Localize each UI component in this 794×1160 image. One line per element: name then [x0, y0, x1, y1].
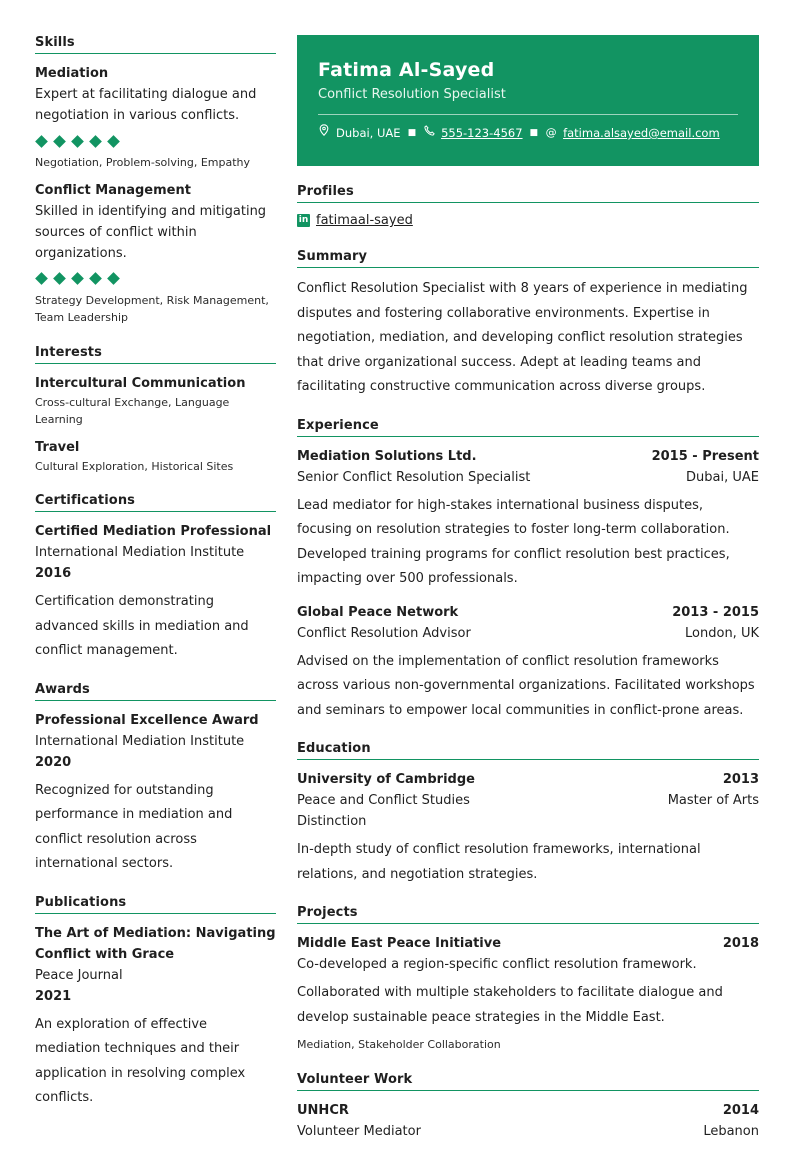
skill-name: Mediation [35, 66, 109, 81]
publication-year: 2021 [35, 988, 72, 1004]
volunteer-heading: Volunteer Work [297, 1072, 759, 1091]
job-title: Senior Conflict Resolution Specialist [297, 469, 531, 485]
certification-issuer: International Mediation Institute [35, 545, 245, 560]
job-description: Lead mediator for high-stakes international business disputes, focusing on resolution strategies to foster long-term collaboration. Developed training programs for conflict resolution best practices, impacting over 500 professionals. [297, 497, 730, 586]
experience-heading: Experience [297, 418, 759, 437]
volunteer-organization: UNHCR [297, 1102, 349, 1118]
skills-section [35, 35, 276, 327]
graduation-year: 2013 [722, 772, 759, 787]
employment-dates: 2015 - Present [651, 448, 759, 464]
rating-diamond-icon [107, 272, 120, 285]
publication-title: The Art of Mediation: Navigating Conflict with Grace [35, 925, 276, 962]
email-link[interactable]: fatima.alsayed@email.com [563, 126, 720, 140]
resume-header [297, 35, 759, 166]
skills-heading: Skills [35, 35, 276, 54]
project-description: Collaborated with multiple stakeholders to facilitate dialogue and develop sustainable peace strategies in the Middle East. [297, 985, 723, 1025]
publication-publisher: Peace Journal [35, 967, 123, 983]
skill-keywords: Negotiation, Problem-solving, Empathy [35, 156, 251, 169]
rating-diamond-icon [71, 135, 84, 148]
certifications-heading: Certifications [35, 493, 276, 512]
awards-heading: Awards [35, 682, 276, 701]
skill-item [35, 63, 276, 172]
project-name: Middle East Peace Initiative [297, 936, 502, 951]
at-sign-icon: @ [545, 126, 557, 139]
skill-description: Expert at facilitating dialogue and negotiation in various conflicts. [35, 87, 257, 123]
experience-section [297, 418, 759, 724]
project-year: 2018 [722, 936, 759, 951]
interest-name: Travel [35, 439, 80, 455]
certification-description: Certification demonstrating advanced skills in mediation and conflict management. [35, 594, 249, 658]
sidebar-column [35, 35, 276, 1129]
rating-diamond-icon [53, 272, 66, 285]
interest-keywords: Cross-cultural Exchange, Language Learning [35, 395, 230, 426]
summary-heading: Summary [297, 249, 759, 268]
interest-item [35, 437, 276, 476]
publications-section [35, 895, 276, 1111]
linkedin-icon: in [298, 215, 309, 225]
skill-level-rating [35, 134, 276, 148]
publication-description: An exploration of effective mediation techniques and their application in resolving complex conflicts. [35, 1016, 246, 1105]
skill-keywords: Strategy Development, Risk Management, Team Leadership [35, 293, 269, 324]
volunteer-role: Volunteer Mediator [297, 1123, 421, 1139]
project-keywords: Mediation, Stakeholder Collaboration [297, 1038, 501, 1051]
award-year: 2020 [35, 754, 72, 770]
education-grade: Distinction [297, 814, 367, 829]
education-section [297, 741, 759, 887]
separator-dot: ■ [407, 128, 417, 138]
projects-section [297, 905, 759, 1054]
volunteer-location: Lebanon [703, 1123, 759, 1139]
candidate-name: Fatima Al-Sayed [318, 59, 495, 81]
job-title: Conflict Resolution Advisor [297, 625, 471, 641]
job-description: Advised on the implementation of conflict resolution frameworks across various non-governmental organizations. Facilitated workshops and seminars to empower local communities in conflict-prone areas. [297, 653, 755, 718]
profiles-heading: Profiles [297, 184, 759, 203]
award-description: Recognized for outstanding performance in mediation and conflict resolution across international sectors. [35, 782, 233, 871]
interests-heading: Interests [35, 345, 276, 364]
experience-item [297, 446, 759, 592]
degree-type: Master of Arts [667, 793, 759, 808]
separator-dot: ■ [529, 128, 539, 138]
certification-name: Certified Mediation Professional [35, 524, 272, 539]
employment-dates: 2013 - 2015 [672, 604, 759, 620]
institution-name: University of Cambridge [297, 772, 475, 787]
rating-diamond-icon [107, 135, 120, 148]
certifications-section [35, 493, 276, 664]
skill-name: Conflict Management [35, 182, 191, 198]
project-summary: Co-developed a region-specific conflict resolution framework. [297, 957, 697, 972]
skill-level-rating [35, 272, 276, 286]
rating-diamond-icon [89, 135, 102, 148]
award-issuer: International Mediation Institute [35, 733, 245, 749]
linkedin-profile [297, 210, 759, 231]
field-of-study: Peace and Conflict Studies [297, 793, 470, 808]
interests-section [35, 345, 276, 476]
skill-description: Skilled in identifying and mitigating sources of conflict within organizations. [35, 203, 267, 261]
interest-keywords: Cultural Exploration, Historical Sites [35, 459, 234, 473]
rating-diamond-icon [71, 272, 84, 285]
linkedin-link[interactable]: fatimaal-sayed [316, 213, 413, 228]
rating-diamond-icon [35, 272, 48, 285]
rating-diamond-icon [53, 135, 66, 148]
projects-heading: Projects [297, 905, 759, 924]
interest-name: Intercultural Communication [35, 375, 246, 391]
contact-info [318, 124, 738, 142]
certification-year: 2016 [35, 566, 72, 581]
skill-item [35, 180, 276, 327]
location-pin-icon [318, 124, 330, 142]
profiles-section [297, 184, 759, 231]
candidate-title: Conflict Resolution Specialist [318, 87, 506, 102]
publications-heading: Publications [35, 895, 276, 914]
experience-item [297, 602, 759, 724]
education-heading: Education [297, 741, 759, 760]
location-text: Dubai, UAE [336, 126, 401, 140]
awards-section [35, 682, 276, 877]
rating-diamond-icon [89, 272, 102, 285]
volunteer-section [297, 1072, 759, 1142]
phone-link[interactable]: 555-123-4567 [441, 126, 523, 140]
job-location: London, UK [685, 625, 759, 641]
education-description: In-depth study of conflict resolution frameworks, international relations, and negotiation strategies. [297, 842, 701, 882]
interest-item [35, 373, 276, 429]
phone-icon [423, 124, 435, 142]
main-column [297, 35, 759, 1160]
volunteer-year: 2014 [722, 1102, 759, 1118]
job-location: Dubai, UAE [686, 469, 759, 485]
rating-diamond-icon [35, 135, 48, 148]
summary-text: Conflict Resolution Specialist with 8 years of experience in mediating disputes and fostering collaborative environments. Expertise in negotiation, mediation, and developing conflict resolution strategies that drive organizational success. Adept at leading teams and facilitating constructive communication across diverse groups. [297, 281, 748, 394]
award-name: Professional Excellence Award [35, 712, 259, 728]
company-name: Mediation Solutions Ltd. [297, 448, 477, 464]
company-name: Global Peace Network [297, 604, 459, 620]
header-divider [318, 114, 738, 115]
summary-section [297, 249, 759, 400]
